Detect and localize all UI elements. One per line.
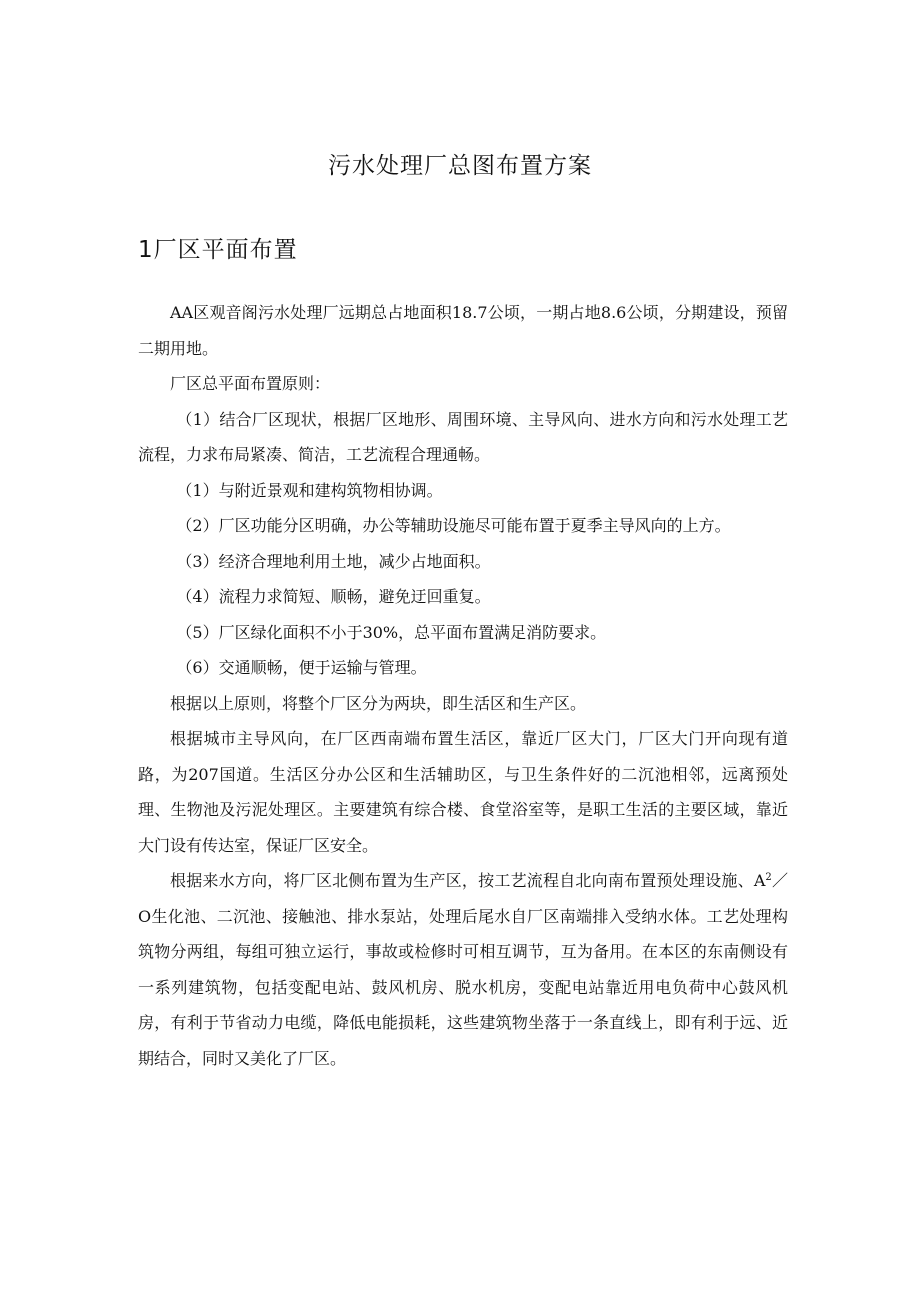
list-item-principle: （1）结合厂区现状，根据厂区地形、周围环境、主导风向、进水方向和污水处理工艺流程，力求布局紧凑、简洁，工艺流程合理通畅。: [138, 409, 788, 464]
paragraph-zoning-summary: 根据以上原则，将整个厂区分为两块，即生活区和生产区。: [170, 693, 587, 713]
list-item-principle: （2）厂区功能分区明确，办公等辅助设施尽可能布置于夏季主导风向的上方。: [176, 516, 731, 535]
production-text-start: 根据来水方向，将厂区北侧布置为生产区，按工艺流程自北向南布置预处理设施、A: [170, 871, 766, 890]
list-item-principle: （1）与附近景观和建构筑物相协调。: [176, 480, 443, 500]
document-body: [138, 295, 788, 1076]
superscript-two: 2: [765, 872, 772, 883]
paragraph-site-area: AA区观音阁污水处理厂远期总占地面积18.7公顷，一期占地8.6公顷，分期建设，预留二期用地。: [138, 303, 788, 358]
list-item-principle: （3）经济合理地利用土地，减少占地面积。: [176, 551, 491, 571]
section-heading: 1厂区平面布置: [138, 237, 298, 263]
document-title: 污水处理厂总图布置方案: [328, 153, 592, 179]
list-item-principle: （6）交通顺畅，便于运输与管理。: [176, 658, 427, 677]
paragraph-production-area: [138, 863, 788, 1076]
list-item-principle: （5）厂区绿化面积不小于30%，总平面布置满足消防要求。: [176, 622, 607, 642]
list-item-principle: （4）流程力求简短、顺畅，避免迂回重复。: [176, 587, 491, 606]
paragraph-living-area: 根据城市主导风向，在厂区西南端布置生活区，靠近厂区大门，厂区大门开向现有道路，为207国道。生活区分办公区和生活辅助区，与卫生条件好的二沉池相邻，远离预处理、生物池及污泥处理区。主要建筑有综合楼、食堂浴室等，是职工生活的主要区域，靠近大门设有传达室，保证厂区安全。: [138, 729, 788, 855]
paragraph-principles-intro: 厂区总平面布置原则：: [170, 374, 331, 393]
production-text-end: ／O生化池、二沉池、接触池、排水泵站，处理后尾水自厂区南端排入受纳水体。工艺处理构筑物分两组，每组可独立运行，事故或检修时可相互调节，互为备用。在本区的东南侧设有一系列建筑物，包括变配电站、鼓风机房、脱水机房，变配电站靠近用电负荷中心鼓风机房，有利于节省动力电缆，降低电能损耗，这些建筑物坐落于一条直线上，即有利于远、近期结合，同时又美化了厂区。: [138, 871, 788, 1068]
